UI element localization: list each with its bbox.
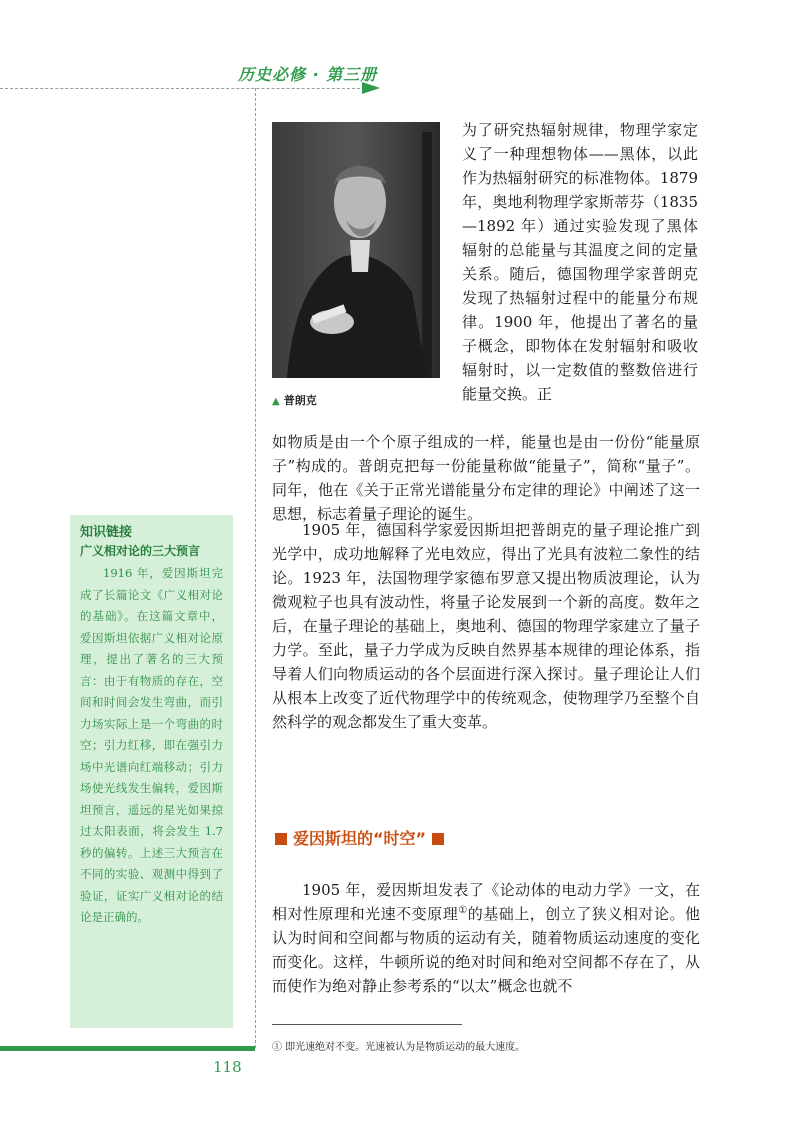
paragraph-relativity: 1905 年，爱因斯坦发表了《论动体的电动力学》一文，在相对性原理和光速不变原理①的基础上，创立了狭义相对论。他认为时间和空间都与物质的运动有关，随着物质运动速度的变化而变化。这样，牛顿所说的绝对时间和绝对空间都不存在了，从而使作为绝对静止参考系的“以太”概念也就不 bbox=[272, 881, 700, 995]
footnote: ① 即光速绝对不变。光速被认为是物质运动的最大速度。 bbox=[272, 1042, 526, 1053]
header-arrow-icon bbox=[362, 82, 380, 94]
paragraph-quantum-birth: 如物质是由一个个原子组成的一样，能量也是由一份份“能量原子”构成的。普朗克把每一份能量称做“能量子”，简称“量子”。同年，他在《关于正常光谱能量分布定律的理论》中阐述了这一思想，标志着量子理论的诞生。 bbox=[272, 433, 700, 523]
square-bullet-icon bbox=[275, 833, 287, 845]
bottom-bar bbox=[0, 1046, 255, 1051]
paragraph-einstein-quantum: 1905 年，德国科学家爱因斯坦把普朗克的量子理论推广到光学中，成功地解释了光电效应，得出了光具有波粒二象性的结论。1923 年，法国物理学家德布罗意又提出物质波理论，认为微观粒子也具有波动性，将量子论发展到一个新的高度。数年之后，在量子理论的基础上，奥地利、德国的物理学家建立了量子力学。至此，量子力学成为反映自然界基本规律的理论体系，指导着人们向物质运动的各个层面进行深入探讨。量子理论让人们从根本上改变了近代物理学中的传统观念，使物理学乃至整个自然科学的观念都发生了重大变革。 bbox=[272, 521, 700, 731]
paragraph-blackbody: 为了研究热辐射规律，物理学家定义了一种理想物体——黑体，以此作为热辐射研究的标准物体。1879 年，奥地利物理学家斯蒂芬（1835—1892 年）通过实验发现了黑体辐射的总能量与其温度之间的定量关系。随后，德国物理学家普朗克发现了热辐射过程中的能量分布规律。1900 年，他提出了著名的量子概念，即物体在发射辐射和吸收辐射时，以一定数值的整数倍进行能量交换。正 bbox=[462, 121, 698, 403]
margin-divider bbox=[255, 88, 256, 1048]
section-heading: 爱因斯坦的“时空” bbox=[275, 826, 444, 849]
sidebar-title: 知识链接 bbox=[80, 525, 133, 540]
square-bullet-icon bbox=[432, 833, 444, 845]
sidebar-subtitle: 广义相对论的三大预言 bbox=[80, 544, 201, 558]
sidebar-text: 1916 年，爱因斯坦完成了长篇论文《广义相对论的基础》。在这篇文章中，爱因斯坦依据广义相对论原理，提出了著名的三大预言：由于有物质的存在，空间和时间会发生弯曲，而引力场实际上是一个弯曲的时空；引力红移，即在强引力场中光谱向红端移动；引力场使光线发生偏转，爱因斯坦预言，遥远的星光如果掠过太阳表面，将会发生 1.7 秒的偏转。上述三大预言在不同的实验、观测中得到了验证，证实广义相对论的结论是正确的。 bbox=[80, 566, 223, 924]
footnote-marker[interactable]: ① bbox=[458, 905, 468, 916]
triangle-icon: ▲ bbox=[272, 396, 280, 407]
header-rule bbox=[0, 88, 370, 89]
page-number: 118 bbox=[213, 1058, 242, 1076]
figure-caption: ▲ 普朗克 bbox=[272, 394, 317, 407]
footnote-rule bbox=[272, 1024, 462, 1025]
knowledge-link-box bbox=[70, 515, 233, 1028]
planck-portrait bbox=[272, 122, 440, 378]
running-header: 历史必修 · 第三册 bbox=[238, 65, 378, 84]
